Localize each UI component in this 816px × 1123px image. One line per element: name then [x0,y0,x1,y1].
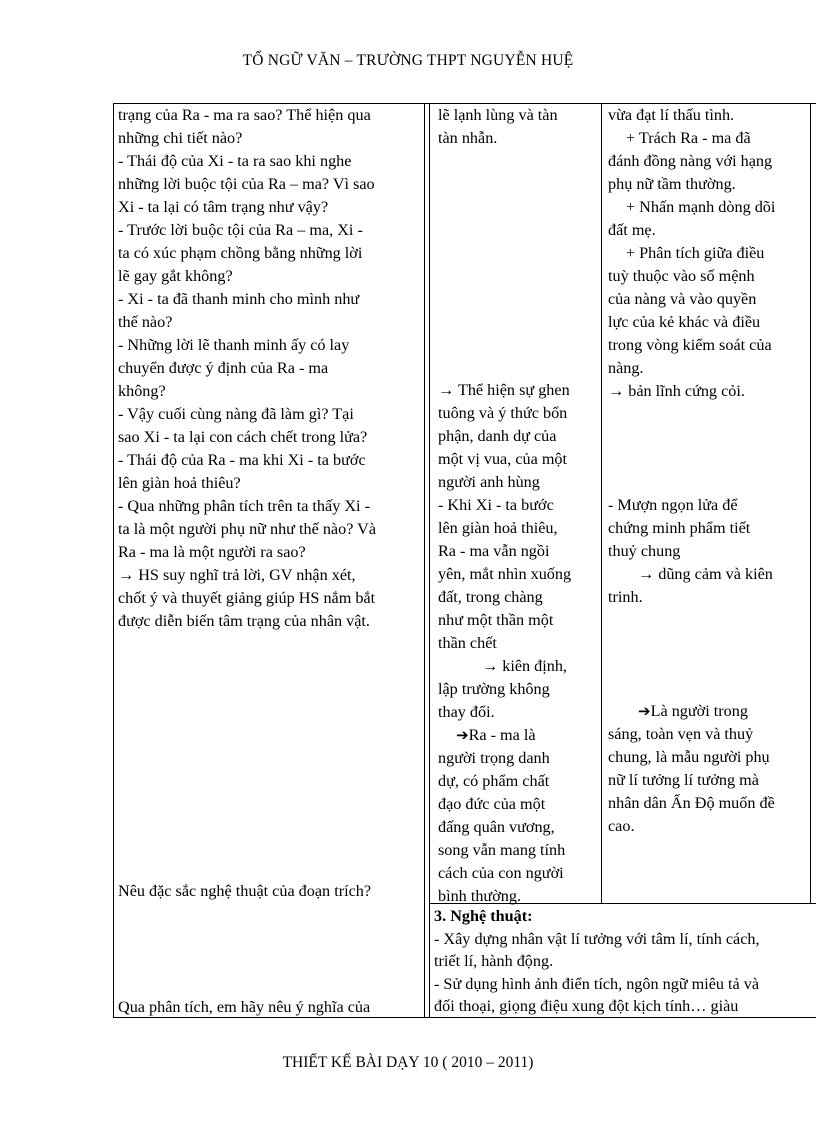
question-line: Xi - ta lại có tâm trạng như vậy? [118,198,329,216]
text-line: + Nhấn mạnh dòng dõi [626,198,776,216]
text-line: nữ lí tưởng lí tưởng mà [608,771,759,789]
arrow-right-icon: ➔ [638,702,651,720]
text-line: dự, có phẩm chất [438,772,550,790]
text-line: → dũng cảm và kiên [638,565,773,583]
text-line: triết lí, hành động. [434,952,554,970]
question-art: Nêu đặc sắc nghệ thuật của đoạn trích? [118,882,372,900]
question-line: những lời buộc tội của Ra – ma? Vì sao [118,175,375,193]
question-meaning: Qua phân tích, em hãy nêu ý nghĩa của [118,998,371,1016]
conclusion-lead: Ra - ma là [468,726,536,744]
text-line: đối thoại, giọng điệu xung đột kịch tính… giàu [434,997,739,1015]
rama-conclusion [438,724,594,908]
question-line: - Thái độ của Xi - ta ra sao khi nghe [118,152,352,170]
section-heading: 3. Nghệ thuật: [434,907,533,925]
sita-analysis [608,104,804,403]
question-line: - Thái độ của Ra - ma khi Xi - ta bước [118,451,366,469]
text-line: trong vòng kiểm soát của [608,336,772,354]
text-line: bình thường. [438,887,521,905]
text-line [608,700,804,723]
sita-conclusion [608,700,804,838]
text-line: đấng quân vương, [438,818,555,836]
text-line: chung, là mẫu người phụ [608,748,770,766]
question-line: ta có xúc phạm chồng bằng những lời [118,244,363,262]
text-line: lên giàn hoả thiêu, [438,519,558,537]
text-line: như một thần một [438,611,554,629]
text-line: trinh. [608,588,643,606]
question-line: sao Xi - ta lại con cách chết trong lửa? [118,428,368,446]
question-line: trạng của Ra - ma ra sao? Thể hiện qua [118,106,371,124]
text-line: song vẫn mang tính [438,841,566,859]
teacher-questions [118,104,420,633]
question-line: ta là một người phụ nữ như thế nào? Và [118,520,377,538]
text-line: Ra - ma vẫn ngồi [438,542,550,560]
art-section [434,905,812,1018]
page-footer: THIẾT KẾ BÀI DẠY 10 ( 2010 – 2011) [282,1054,534,1071]
text-line: - Xây dựng nhân vật lí tưởng với tâm lí, tính cách, [434,929,760,948]
question-line: - Vậy cuối cùng nàng đã làm gì? Tại [118,405,354,423]
text-line: đạo đức của một [438,795,546,813]
text-line: đất, trong chàng [438,588,543,606]
text-line: người trọng danh [438,749,550,767]
text-line: của nàng và vào quyền [608,290,757,308]
text-line: tuỳ thuộc vào số mệnh [608,267,755,285]
question-line: chuyển được ý định của Ra - ma [118,359,329,377]
question-line: - Những lời lẽ thanh minh ấy có lay [118,336,350,354]
text-line: một vị vua, của một [438,450,568,468]
text-line: cao. [608,817,635,835]
text-line: + Phân tích giữa điều [626,244,765,262]
col-divider-1a [424,103,425,1018]
question-line: lẽ gay gắt không? [118,267,233,285]
question-line: - Qua những phân tích trên ta thấy Xi - [118,497,370,515]
text-line: → bản lĩnh cứng cỏi. [608,382,745,400]
question-line: Ra - ma là một người ra sao? [118,543,306,561]
question-line: - Xi - ta đã thanh minh cho mình như [118,290,360,308]
conclusion-lead: Là người trong [650,702,748,720]
question-line: → HS suy nghĩ trả lời, GV nhận xét, [118,566,356,584]
text-line: → kiên định, [482,657,567,675]
text-line: - Mượn ngọn lửa để [608,496,738,514]
text-line: lập trường không [438,680,550,698]
col-divider-1b [429,103,430,1018]
text-line: - Khi Xi - ta bước [438,496,554,514]
text-line: lẽ lạnh lùng và tàn [438,106,558,124]
text-line: sáng, toàn vẹn và thuỷ [608,725,754,743]
text-line: tàn nhẫn. [438,129,498,147]
text-line: yên, mắt nhìn xuống [438,565,572,583]
text-line: lực của kẻ khác và điều [608,313,761,331]
text-line: tuông và ý thức bổn [438,404,568,422]
question-line: những chi tiết nào? [118,129,243,147]
text-line: đánh đồng nàng với hạng [608,152,773,170]
text-line: + Trách Ra - ma đã [626,129,751,147]
text-line: chứng minh phẩm tiết [608,519,751,537]
text-line: - Sử dụng hình ảnh điển tích, ngôn ngữ miêu tả và [434,974,760,993]
text-line: thần chết [438,634,497,652]
text-line: thay đổi. [438,703,495,721]
question-line: được diễn biến tâm trạng của nhân vật. [118,612,370,630]
question-line: lên giàn hoả thiêu? [118,474,241,492]
question-line: thế nào? [118,313,173,331]
page-header: TỔ NGỮ VĂN – TRƯỜNG THPT NGUYỄN HUỆ [242,52,574,69]
text-line: nàng. [608,359,644,377]
sita-fire [608,494,804,609]
rama-analysis-top [438,104,594,150]
text-line: thuỷ chung [608,542,681,560]
arrow-right-icon: ➔ [456,726,469,744]
text-line: vừa đạt lí thấu tình. [608,106,735,124]
text-line: người anh hùng [438,473,540,491]
text-line: đất mẹ. [608,221,656,239]
text-line: phụ nữ tầm thường. [608,175,736,193]
text-line [438,724,594,747]
question-line: chốt ý và thuyết giảng giúp HS nắm bắt [118,589,376,607]
question-line: - Trước lời buộc tội của Ra – ma, Xi - [118,221,363,239]
table-border-left [113,103,114,1018]
text-line: nhân dân Ấn Độ muốn đề [608,794,775,812]
text-line: phận, danh dự của [438,427,557,445]
col-divider-3 [810,103,811,903]
rama-fire-scene [438,494,594,724]
col-divider-2 [601,103,602,903]
rama-jealousy [438,379,594,494]
text-line: → Thể hiện sự ghen [438,381,570,399]
question-line: không? [118,382,166,400]
text-line: cách của con người [438,864,564,882]
